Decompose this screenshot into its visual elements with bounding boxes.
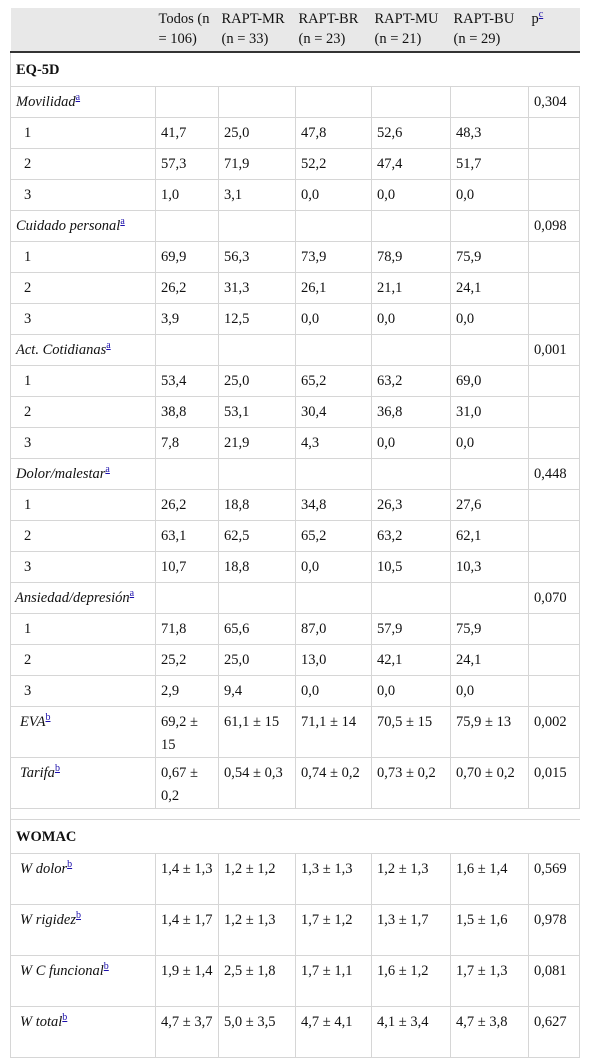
cell: 47,4	[372, 148, 451, 179]
header-rapt-bu: RAPT-BU (n = 29)	[451, 8, 529, 52]
row-label	[11, 1006, 156, 1057]
row-label-text: Tarifa	[20, 764, 55, 781]
table-row	[11, 955, 580, 1006]
level-label: 3	[11, 675, 156, 706]
cell: 1,0	[156, 179, 219, 210]
cell: 48,3	[451, 117, 529, 148]
cell: 73,9	[296, 241, 372, 272]
cell: 69,2 ± 15	[156, 706, 219, 757]
cell: 69,0	[451, 365, 529, 396]
cell: 4,7 ± 3,8	[451, 1006, 529, 1057]
cell: 62,5	[219, 520, 296, 551]
cell: 0,0	[296, 303, 372, 334]
level-label: 2	[11, 396, 156, 427]
row-label	[11, 955, 156, 1006]
cell: 75,9 ± 13	[451, 706, 529, 757]
header-rapt-mr: RAPT-MR (n = 33)	[219, 8, 296, 52]
cell: 57,3	[156, 148, 219, 179]
cell: 51,7	[451, 148, 529, 179]
cell: 69,9	[156, 241, 219, 272]
cell: 25,0	[219, 365, 296, 396]
cell: 24,1	[451, 272, 529, 303]
cell: 61,1 ± 15	[219, 706, 296, 757]
spacer-row	[11, 808, 580, 819]
cell: 0,0	[372, 675, 451, 706]
table-row	[11, 365, 580, 396]
cell: 1,9 ± 1,4	[156, 955, 219, 1006]
cell: 65,2	[296, 365, 372, 396]
cell: 27,6	[451, 489, 529, 520]
cell: 53,4	[156, 365, 219, 396]
p-value: 0,978	[529, 904, 580, 955]
footnote-link[interactable]: b	[75, 909, 81, 921]
level-label: 1	[11, 117, 156, 148]
cell: 1,6 ± 1,4	[451, 853, 529, 904]
table-row	[11, 582, 580, 613]
table-row	[11, 904, 580, 955]
footnote-link[interactable]: b	[67, 858, 73, 870]
cell: 31,3	[219, 272, 296, 303]
cell: 30,4	[296, 396, 372, 427]
row-label	[11, 904, 156, 955]
cell: 1,7 ± 1,2	[296, 904, 372, 955]
table-row	[11, 117, 580, 148]
cell: 78,9	[372, 241, 451, 272]
table-row	[11, 396, 580, 427]
cell: 10,5	[372, 551, 451, 582]
cell: 1,3 ± 1,7	[372, 904, 451, 955]
cell: 0,70 ± 0,2	[451, 757, 529, 808]
cell: 0,0	[296, 551, 372, 582]
cell: 13,0	[296, 644, 372, 675]
level-label: 3	[11, 551, 156, 582]
table-row	[11, 489, 580, 520]
table-row	[11, 427, 580, 458]
table-row	[11, 853, 580, 904]
header-rapt-mu: RAPT-MU (n = 21)	[372, 8, 451, 52]
cell: 0,0	[372, 303, 451, 334]
cell: 12,5	[219, 303, 296, 334]
cell: 52,2	[296, 148, 372, 179]
cell: 36,8	[372, 396, 451, 427]
cell: 34,8	[296, 489, 372, 520]
table-row	[11, 757, 580, 808]
section-title-eq5d: EQ-5D	[11, 52, 580, 86]
cell: 65,6	[219, 613, 296, 644]
cell: 4,3	[296, 427, 372, 458]
cell: 3,1	[219, 179, 296, 210]
cell: 1,4 ± 1,3	[156, 853, 219, 904]
table-row	[11, 303, 580, 334]
cell: 56,3	[219, 241, 296, 272]
level-label: 2	[11, 272, 156, 303]
cell: 1,2 ± 1,2	[219, 853, 296, 904]
cell: 0,74 ± 0,2	[296, 757, 372, 808]
cell: 26,1	[296, 272, 372, 303]
row-label-text: W total	[20, 1013, 63, 1030]
cell: 4,7 ± 3,7	[156, 1006, 219, 1057]
cell: 2,9	[156, 675, 219, 706]
cell: 1,7 ± 1,3	[451, 955, 529, 1006]
table-row	[11, 613, 580, 644]
footnote-link[interactable]: c	[538, 9, 544, 21]
row-label	[11, 757, 156, 808]
level-label: 1	[11, 613, 156, 644]
p-value: 0,448	[529, 458, 580, 489]
cell: 7,8	[156, 427, 219, 458]
table-row	[11, 148, 580, 179]
cell: 0,0	[451, 179, 529, 210]
cell: 26,3	[372, 489, 451, 520]
level-label: 2	[11, 148, 156, 179]
cell: 1,2 ± 1,3	[219, 904, 296, 955]
cell: 18,8	[219, 489, 296, 520]
cell: 31,0	[451, 396, 529, 427]
level-label: 1	[11, 365, 156, 396]
cell: 26,2	[156, 489, 219, 520]
p-value: 0,001	[529, 334, 580, 365]
p-value: 0,081	[529, 955, 580, 1006]
cell: 0,0	[451, 427, 529, 458]
row-label	[11, 853, 156, 904]
level-label: 2	[11, 644, 156, 675]
header-row	[11, 8, 580, 52]
p-value: 0,015	[529, 757, 580, 808]
row-label-text: Act. Cotidianas	[16, 341, 107, 358]
cell: 71,9	[219, 148, 296, 179]
table-row	[11, 334, 580, 365]
results-table	[10, 8, 580, 1058]
header-todos: Todos (n = 106)	[156, 8, 219, 52]
cell: 26,2	[156, 272, 219, 303]
cell: 25,0	[219, 117, 296, 148]
table-row	[11, 551, 580, 582]
table-row	[11, 210, 580, 241]
p-value: 0,002	[529, 706, 580, 757]
cell: 18,8	[219, 551, 296, 582]
footnote-link[interactable]: a	[75, 91, 81, 103]
row-label-text: Cuidado personal	[16, 217, 121, 234]
header-rapt-br: RAPT-BR (n = 23)	[296, 8, 372, 52]
cell: 63,1	[156, 520, 219, 551]
cell: 65,2	[296, 520, 372, 551]
header-p	[529, 8, 580, 52]
cell: 0,0	[372, 427, 451, 458]
level-label: 3	[11, 427, 156, 458]
cell: 0,0	[296, 675, 372, 706]
row-label	[11, 334, 156, 365]
cell: 87,0	[296, 613, 372, 644]
row-label	[11, 582, 156, 613]
cell: 0,0	[296, 179, 372, 210]
cell: 0,0	[451, 675, 529, 706]
cell: 9,4	[219, 675, 296, 706]
cell: 0,73 ± 0,2	[372, 757, 451, 808]
footnote-link[interactable]: a	[129, 587, 135, 599]
p-value: 0,569	[529, 853, 580, 904]
table-row	[11, 272, 580, 303]
cell: 0,0	[372, 179, 451, 210]
cell: 53,1	[219, 396, 296, 427]
cell: 63,2	[372, 365, 451, 396]
cell: 70,5 ± 15	[372, 706, 451, 757]
table-row	[11, 179, 580, 210]
row-label-text: W rigidez	[20, 911, 76, 928]
cell: 1,2 ± 1,3	[372, 853, 451, 904]
row-label-text: W dolor	[20, 860, 68, 877]
table-row	[11, 706, 580, 757]
level-label: 2	[11, 520, 156, 551]
cell: 62,1	[451, 520, 529, 551]
cell: 71,8	[156, 613, 219, 644]
cell: 1,6 ± 1,2	[372, 955, 451, 1006]
cell: 63,2	[372, 520, 451, 551]
section-row	[11, 819, 580, 853]
row-label-text: Dolor/malestar	[16, 465, 106, 482]
cell: 1,4 ± 1,7	[156, 904, 219, 955]
footnote-link[interactable]: a	[106, 339, 111, 351]
footnote-link[interactable]: a	[120, 215, 125, 227]
cell: 75,9	[451, 241, 529, 272]
row-label	[11, 458, 156, 489]
table-row	[11, 644, 580, 675]
cell: 10,3	[451, 551, 529, 582]
table-row	[11, 86, 580, 117]
p-value: 0,070	[529, 582, 580, 613]
p-value: 0,304	[529, 86, 580, 117]
row-label-text: W C funcional	[20, 962, 104, 979]
cell: 0,67 ± 0,2	[156, 757, 219, 808]
cell: 57,9	[372, 613, 451, 644]
cell: 47,8	[296, 117, 372, 148]
cell: 4,7 ± 4,1	[296, 1006, 372, 1057]
cell: 52,6	[372, 117, 451, 148]
cell: 0,54 ± 0,3	[219, 757, 296, 808]
cell: 5,0 ± 3,5	[219, 1006, 296, 1057]
cell: 24,1	[451, 644, 529, 675]
cell: 42,1	[372, 644, 451, 675]
cell: 41,7	[156, 117, 219, 148]
cell: 38,8	[156, 396, 219, 427]
header-empty	[11, 8, 156, 52]
p-value: 0,098	[529, 210, 580, 241]
header-p-label: p	[531, 11, 539, 27]
level-label: 1	[11, 241, 156, 272]
cell: 10,7	[156, 551, 219, 582]
table-row	[11, 458, 580, 489]
table-row	[11, 520, 580, 551]
footnote-link[interactable]: b	[62, 1011, 68, 1023]
section-title-womac: WOMAC	[11, 819, 580, 853]
cell: 21,1	[372, 272, 451, 303]
footnote-link[interactable]: b	[103, 960, 109, 972]
cell: 21,9	[219, 427, 296, 458]
cell: 0,0	[451, 303, 529, 334]
cell: 2,5 ± 1,8	[219, 955, 296, 1006]
footnote-link[interactable]: b	[45, 711, 51, 723]
section-row	[11, 52, 580, 86]
cell: 1,5 ± 1,6	[451, 904, 529, 955]
cell: 71,1 ± 14	[296, 706, 372, 757]
footnote-link[interactable]: b	[54, 762, 60, 774]
row-label	[11, 86, 156, 117]
level-label: 3	[11, 303, 156, 334]
table-row	[11, 241, 580, 272]
row-label	[11, 706, 156, 757]
row-label-text: EVA	[20, 713, 46, 730]
cell: 4,1 ± 3,4	[372, 1006, 451, 1057]
level-label: 3	[11, 179, 156, 210]
row-label	[11, 210, 156, 241]
cell: 25,2	[156, 644, 219, 675]
cell: 1,7 ± 1,1	[296, 955, 372, 1006]
footnote-link[interactable]: a	[105, 463, 110, 475]
row-label-text: Ansiedad/depresión	[15, 589, 130, 606]
table-row	[11, 675, 580, 706]
row-label-text: Movilidad	[16, 93, 76, 110]
level-label: 1	[11, 489, 156, 520]
cell: 3,9	[156, 303, 219, 334]
cell: 75,9	[451, 613, 529, 644]
cell: 25,0	[219, 644, 296, 675]
p-value: 0,627	[529, 1006, 580, 1057]
table-row	[11, 1006, 580, 1057]
cell: 1,3 ± 1,3	[296, 853, 372, 904]
